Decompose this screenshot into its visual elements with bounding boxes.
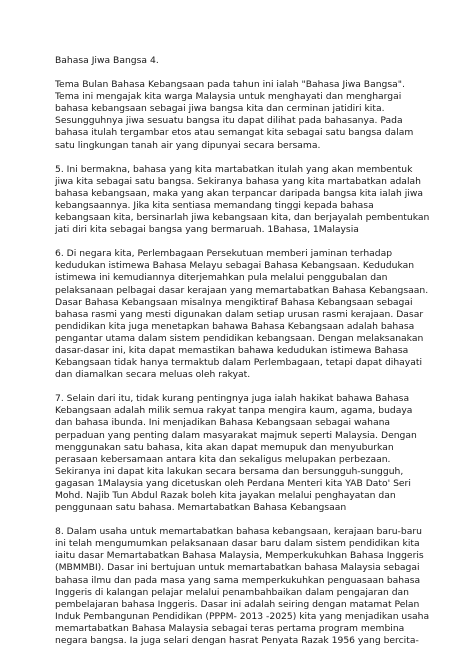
text-line: 6. Di negara kita, Perlembagaan Persekutuan memberi jaminan terhadap xyxy=(55,248,393,260)
document-title: Bahasa Jiwa Bangsa 4. xyxy=(55,55,159,66)
text-line: Kebangsaan adalah milik semua rakyat tanpa mengira kaum, agama, budaya xyxy=(55,405,413,417)
text-line: jiwa kita sebagai satu bangsa. Sekiranya bahasa yang kita martabatkan adalah xyxy=(55,175,421,187)
text-line: satu lingkungan tanah air yang dipunyai secara bersama. xyxy=(55,139,321,151)
text-line: kebangsaan kita, bersinarlah jiwa kebangsaan kita, dan berjayalah pembentukan xyxy=(55,212,430,224)
text-line: Tema Bulan Bahasa Kebangsaan pada tahun ini ialah "Bahasa Jiwa Bangsa". xyxy=(55,79,405,91)
text-line: penggunaan satu bahasa. Memartabatkan Bahasa Kebangsaan xyxy=(55,502,347,514)
document-body xyxy=(55,55,435,659)
text-line: bahasa itulah tergambar etos atau semangat kita sebagai satu bangsa dalam xyxy=(55,127,414,139)
text-line: Sesungguhnya jiwa sesuatu bangsa itu dapat dilihat pada bahasanya. Pada xyxy=(55,115,403,127)
text-line: (MBMMBI). Dasar ini bertujuan untuk memartabatkan bahasa Malaysia sebagai xyxy=(55,562,420,574)
text-line: perpaduan yang penting dalam masyarakat majmuk seperti Malaysia. Dengan xyxy=(55,429,417,441)
paragraph-6 xyxy=(55,248,435,381)
text-line: ini telah mengumumkan pelaksanaan dasar baru dalam sistem pendidikan kita xyxy=(55,538,420,550)
text-line: dan bahasa ibunda. Ini menjadikan Bahasa Kebangsaan sebagai wahana xyxy=(55,417,391,429)
text-line: menggunakan satu bahasa, kita akan dapat memupuk dan menyuburkan xyxy=(55,441,394,453)
text-line: perasaan kebersamaan antara kita dan sekaligus melupakan perbezaan. xyxy=(55,453,391,465)
text-line: gagasan 1Malaysia yang dicetuskan oleh Perdana Menteri kita YAB Dato' Seri xyxy=(55,477,411,489)
text-line: Kebangsaan tidak hanya termaktub dalam Perlembagaan, tetapi dapat dihayati xyxy=(55,357,423,369)
text-line: negara bangsa. Ia juga selari dengan hasrat Penyata Razak 1956 yang bercita- xyxy=(55,635,419,647)
text-line: dasar-dasar ini, kita dapat memastikan bahawa kedudukan istimewa Bahasa xyxy=(55,344,409,356)
text-line: memartabatkan Bahasa Malaysia sebagai teras pertama program membina xyxy=(55,622,405,634)
text-line: bahasa rasmi yang mesti digunakan dalam setiap urusan rasmi kerajaan. Dasar xyxy=(55,308,424,320)
text-line: dan diamalkan secara meluas oleh rakyat. xyxy=(55,369,251,381)
text-line: iaitu dasar Memartabatkan Bahasa Malaysia, Memperkukuhkan Bahasa Inggeris xyxy=(55,550,424,562)
paragraph-8 xyxy=(55,526,435,647)
text-line: Induk Pembangunan Pendidikan (PPPM- 2013 -2025) kita yang menjadikan usaha xyxy=(55,610,430,622)
text-line: 7. Selain dari itu, tidak kurang pentingnya juga ialah hakikat bahawa Bahasa xyxy=(55,393,410,405)
text-line: pembelajaran bahasa Inggeris. Dasar ini adalah seiring dengan matamat Pelan xyxy=(55,598,420,610)
text-line: Dasar Bahasa Kebangsaan misalnya mengiktiraf Bahasa Kebangsaan sebagai xyxy=(55,296,413,308)
text-line: Inggeris di kalangan pelajar melalui penambahbaikan dalam pengajaran dan xyxy=(55,586,409,598)
text-line: 8. Dalam usaha untuk memartabatkan bahasa kebangsaan, kerajaan baru-baru xyxy=(55,526,422,538)
text-line: bahasa kebangsaan, maka yang akan terpancar daripada bangsa kita ialah jiwa xyxy=(55,187,423,199)
text-line: kedudukan istimewa Bahasa Melayu sebagai Bahasa Kebangsaan. Kedudukan xyxy=(55,260,415,272)
text-line: kebangsaannya. Jika kita sentiasa memandang tinggi kepada bahasa xyxy=(55,199,374,211)
text-line: Mohd. Najib Tun Abdul Razak boleh kita jayakan melalui penghayatan dan xyxy=(55,490,396,501)
text-line: 5. Ini bermakna, bahasa yang kita martabatkan itulah yang akan membentuk xyxy=(55,163,413,175)
paragraph-intro xyxy=(55,79,435,152)
text-line: istimewa ini kemudiannya diterjemahkan pula melalui penggubalan dan xyxy=(55,272,388,284)
text-line: bahasa ilmu dan pada masa yang sama memperkukuhkan penguasaan bahasa xyxy=(55,574,421,586)
text-line: Tema ini mengajak kita warga Malaysia untuk menghayati dan menghargai xyxy=(55,91,402,103)
text-line: Sekiranya ini dapat kita lakukan secara bersama dan bersungguh-sungguh, xyxy=(55,465,404,477)
text-line: pendidikan kita juga menetapkan bahawa Bahasa Kebangsaan adalah bahasa xyxy=(55,320,415,332)
text-line: pengantar utama dalam sistem pendidikan kebangsaan. Dengan melaksanakan xyxy=(55,332,424,344)
text-line: bahasa kebangsaan sebagai jiwa bangsa kita dan cerminan jatidiri kita. xyxy=(55,103,385,115)
paragraph-5 xyxy=(55,164,435,237)
text-line: pelaksanaan pelbagai dasar kerajaan yang memartabatkan Bahasa Kebangsaan. xyxy=(55,284,429,296)
text-line: jati diri kita sebagai bangsa yang bermaruah. 1Bahasa, 1Malaysia xyxy=(55,224,359,236)
paragraph-7 xyxy=(55,393,435,514)
